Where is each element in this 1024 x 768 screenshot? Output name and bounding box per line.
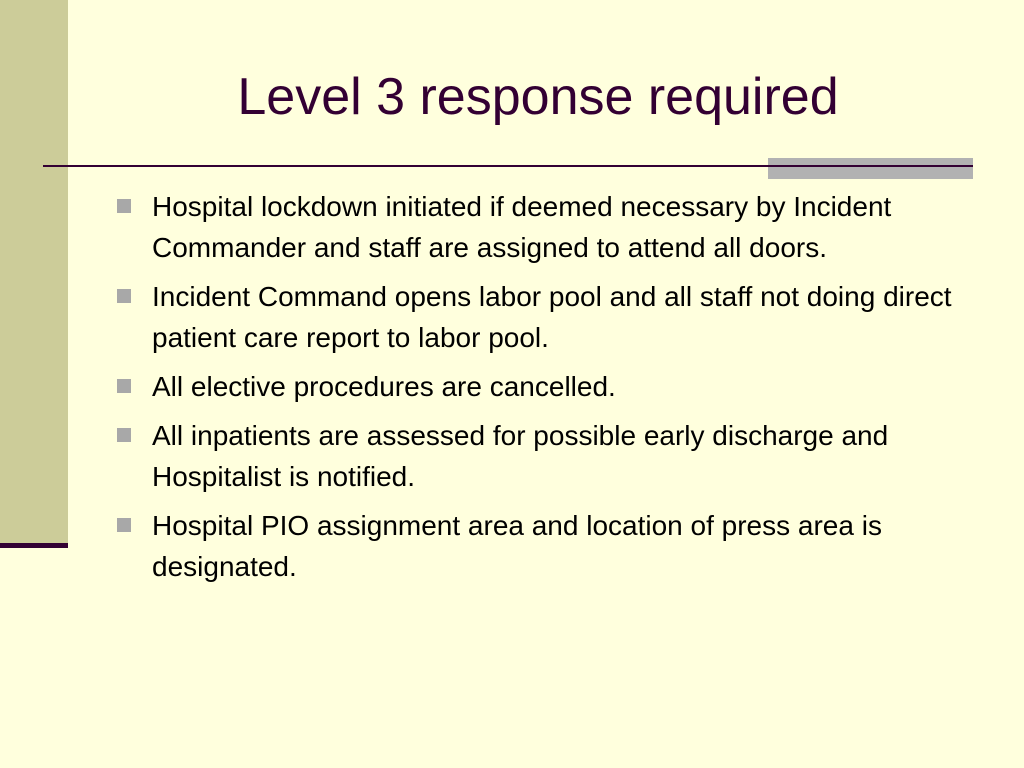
square-bullet-icon xyxy=(117,379,131,393)
bullet-text: All inpatients are assessed for possible early discharge and Hospitalist is notified. xyxy=(152,420,889,492)
slide-title: Level 3 response required xyxy=(237,68,839,126)
bullet-item xyxy=(115,505,975,587)
bullet-text: Hospital PIO assignment area and location of press area is designated. xyxy=(152,510,882,582)
sidebar-bottom-rule xyxy=(0,543,68,548)
bullet-text: Hospital lockdown initiated if deemed necessary by Incident Commander and staff are assigned to attend all doors. xyxy=(152,191,892,263)
left-sidebar-decoration xyxy=(0,0,68,543)
bullet-text: All elective procedures are cancelled. xyxy=(152,371,616,402)
square-bullet-icon xyxy=(117,289,131,303)
bullet-item xyxy=(115,415,975,497)
bullet-item xyxy=(115,366,975,407)
title-divider-line xyxy=(43,165,973,167)
bullet-text: Incident Command opens labor pool and all staff not doing direct patient care report to labor pool. xyxy=(152,281,952,353)
bullet-list xyxy=(115,186,975,595)
square-bullet-icon xyxy=(117,199,131,213)
title-accent-bar xyxy=(768,158,973,179)
bullet-item xyxy=(115,276,975,358)
square-bullet-icon xyxy=(117,428,131,442)
bullet-item xyxy=(115,186,975,268)
square-bullet-icon xyxy=(117,518,131,532)
